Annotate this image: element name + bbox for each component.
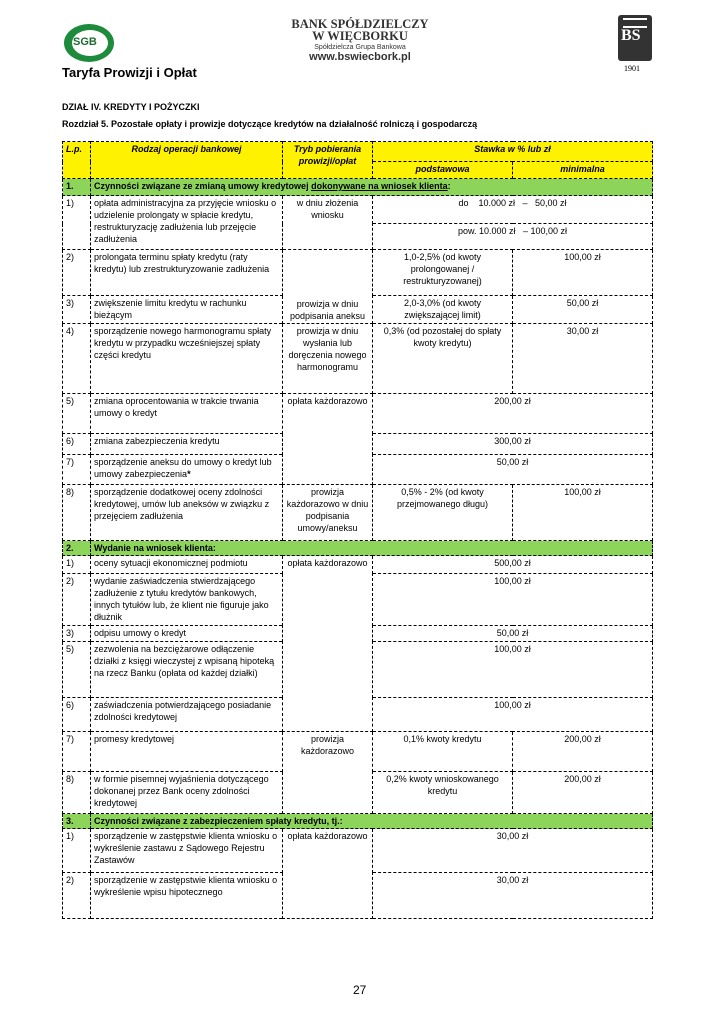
row-number: 6) bbox=[63, 698, 91, 732]
row-value: 300,00 zł bbox=[373, 434, 653, 455]
row-basic: 0,1% kwoty kredytu bbox=[373, 732, 513, 772]
row-number: 8) bbox=[63, 485, 91, 541]
page-number: 27 bbox=[353, 983, 367, 997]
row-number: 2) bbox=[63, 574, 91, 626]
row-mode: prowizja w dniu podpisania aneksu bbox=[283, 250, 373, 324]
table-row bbox=[63, 732, 653, 772]
row-mode: opłata każdorazowo bbox=[283, 829, 373, 919]
bank-name-line-2: W WIĘCBORKU bbox=[312, 29, 408, 43]
row-description: w formie pisemnej wyjaśnienia dotyczącego dokonanej przez Bank oceny zdolności kredytowej bbox=[91, 772, 283, 814]
section-number: 3. bbox=[63, 814, 91, 829]
row-description: zaświadczenia potwierdzającego posiadanie zdolności kredytowej bbox=[91, 698, 283, 732]
table-row bbox=[63, 829, 653, 873]
bank-url: www.bswiecbork.pl bbox=[309, 51, 411, 63]
row-mode: prowizja każdorazowo w dniu podpisania umowy/aneksu bbox=[283, 485, 373, 541]
row-number: 8) bbox=[63, 772, 91, 814]
row-mode: opłata każdorazowo bbox=[283, 394, 373, 485]
row-description: zmiana zabezpieczenia kredytu bbox=[91, 434, 283, 455]
row-description: wydanie zaświadczenia stwierdzającego zadłużenie z tytułu kredytów bankowych, innych tytułów lub, że klient nie figuruje jako dłużnik bbox=[91, 574, 283, 626]
row-value: 30,00 zł bbox=[373, 873, 653, 919]
sgb-logo bbox=[60, 18, 120, 66]
row-number: 4) bbox=[63, 324, 91, 394]
row-basic: 2,0-3,0% (od kwoty zwiększającej limit) bbox=[373, 296, 513, 324]
row-number: 5) bbox=[63, 394, 91, 434]
row-description: zmiana oprocentowania w trakcie trwania umowy o kredyt bbox=[91, 394, 283, 434]
row-number: 7) bbox=[63, 455, 91, 485]
col-basic-header: podstawowa bbox=[373, 162, 513, 179]
bs-logo-text: BS bbox=[621, 27, 641, 44]
row-description: zezwolenia na bezciężarowe odłączenie działki z księgi wieczystej z wpisaną hipoteką na rzecz Banku (opłata od każdej działki) bbox=[91, 642, 283, 698]
row-basic: 0,3% (od pozostałej do spłaty kwoty kredytu) bbox=[373, 324, 513, 394]
bs-logo bbox=[618, 15, 652, 61]
row-value: 100,00 zł bbox=[373, 698, 653, 732]
sgb-logo-text: SGB bbox=[73, 36, 97, 48]
row-description: prolongata terminu spłaty kredytu (raty kredytu) lub zrestrukturyzowanie zadłużenia bbox=[91, 250, 283, 296]
bs-year: 1901 bbox=[624, 64, 640, 73]
row-value: 100,00 zł bbox=[373, 574, 653, 626]
table-row bbox=[63, 394, 653, 434]
row-basic: 0,2% kwoty wnioskowanego kredytu bbox=[373, 772, 513, 814]
row-min: 50,00 zł bbox=[513, 296, 653, 324]
row-number: 3) bbox=[63, 626, 91, 642]
col-lp-header: L.p. bbox=[63, 142, 91, 179]
row-mode: opłata każdorazowo bbox=[283, 556, 373, 732]
row-description: promesy kredytowej bbox=[91, 732, 283, 772]
row-basic: 0,5% - 2% (od kwoty przejmowanego długu) bbox=[373, 485, 513, 541]
table-row bbox=[63, 324, 653, 394]
row-number: 6) bbox=[63, 434, 91, 455]
section-row bbox=[63, 179, 653, 196]
row-description: oceny sytuacji ekonomicznej podmiotu bbox=[91, 556, 283, 574]
row-value: do 10.000 zł – 50,00 zł bbox=[373, 196, 653, 224]
section-title: Czynności związane ze zmianą umowy kredytowej dokonywane na wniosek klienta: bbox=[91, 179, 653, 196]
row-value: 500,00 zł bbox=[373, 556, 653, 574]
row-min: 200,00 zł bbox=[513, 732, 653, 772]
table-row bbox=[63, 250, 653, 296]
section-number: 2. bbox=[63, 541, 91, 556]
row-value: pow. 10.000 zł – 100,00 zł bbox=[373, 224, 653, 250]
row-min: 100,00 zł bbox=[513, 485, 653, 541]
row-number: 2) bbox=[63, 250, 91, 296]
section-title: Czynności związane z zabezpieczeniem spłaty kredytu, tj.: bbox=[91, 814, 653, 829]
chapter-title: Rozdział 5. Pozostałe opłaty i prowizje dotyczące kredytów na działalność rolniczą i gospodarczą bbox=[62, 119, 478, 129]
row-value: 30,00 zł bbox=[373, 829, 653, 873]
table-row bbox=[63, 485, 653, 541]
section-row bbox=[63, 814, 653, 829]
bank-header bbox=[250, 18, 470, 63]
table-row bbox=[63, 556, 653, 574]
row-description: odpisu umowy o kredyt bbox=[91, 626, 283, 642]
fees-table bbox=[62, 141, 653, 919]
row-number: 2) bbox=[63, 873, 91, 919]
row-description: sporządzenie aneksu do umowy o kredyt lub umowy zabezpieczenia* bbox=[91, 455, 283, 485]
row-number: 1) bbox=[63, 556, 91, 574]
row-number: 1) bbox=[63, 829, 91, 873]
section-row bbox=[63, 541, 653, 556]
section-title: Wydanie na wniosek klienta: bbox=[91, 541, 653, 556]
col-rate-header: Stawka w % lub zł bbox=[373, 142, 653, 162]
row-min: 100,00 zł bbox=[513, 250, 653, 296]
row-description: sporządzenie w zastępstwie klienta wniosku o wykreślenie zastawu z Sądowego Rejestru Zastawów bbox=[91, 829, 283, 873]
row-value: 50,00 zł bbox=[373, 626, 653, 642]
col-min-header: minimalna bbox=[513, 162, 653, 179]
row-description: zwiększenie limitu kredytu w rachunku bieżącym bbox=[91, 296, 283, 324]
row-number: 1) bbox=[63, 196, 91, 250]
row-mode: prowizja w dniu wysłania lub doręczenia nowego harmonogramu bbox=[283, 324, 373, 394]
row-number: 7) bbox=[63, 732, 91, 772]
row-value: 50,00 zł bbox=[373, 455, 653, 485]
table-row bbox=[63, 196, 653, 224]
row-mode: prowizja każdorazowo bbox=[283, 732, 373, 814]
col-mode-header: Tryb pobierania prowizji/opłat bbox=[283, 142, 373, 179]
row-mode: w dniu złożenia wniosku bbox=[283, 196, 373, 250]
col-type-header: Rodzaj operacji bankowej bbox=[91, 142, 283, 179]
row-number: 3) bbox=[63, 296, 91, 324]
section-number: 1. bbox=[63, 179, 91, 196]
row-value: 100,00 zł bbox=[373, 642, 653, 698]
row-description: sporządzenie w zastępstwie klienta wniosku o wykreślenie wpisu hipotecznego bbox=[91, 873, 283, 919]
row-value: 200,00 zł bbox=[373, 394, 653, 434]
footnote-star: * bbox=[187, 469, 191, 479]
tariff-title: Taryfa Prowizji i Opłat bbox=[62, 65, 197, 80]
row-number: 5) bbox=[63, 642, 91, 698]
bank-group: Spółdzielcza Grupa Bankowa bbox=[314, 44, 406, 51]
row-basic: 1,0-2,5% (od kwoty prolongowanej / restrukturyzowanej) bbox=[373, 250, 513, 296]
row-min: 200,00 zł bbox=[513, 772, 653, 814]
bank-name-line-1: BANK SPÓŁDZIELCZY bbox=[291, 17, 429, 31]
division-title: DZIAŁ IV. KREDYTY I POŻYCZKI bbox=[62, 102, 200, 112]
row-description: opłata administracyjna za przyjęcie wniosku o udzielenie prolongaty w spłacie kredytu, restrukturyzację zadłużenia lub przejęcie zadłużenia bbox=[91, 196, 283, 250]
row-min: 30,00 zł bbox=[513, 324, 653, 394]
row-description: sporządzenie nowego harmonogramu spłaty kredytu w przypadku wcześniejszej spłaty części kredytu bbox=[91, 324, 283, 394]
row-description: sporządzenie dodatkowej oceny zdolności kredytowej, umów lub aneksów w związku z przejęciem zadłużenia bbox=[91, 485, 283, 541]
